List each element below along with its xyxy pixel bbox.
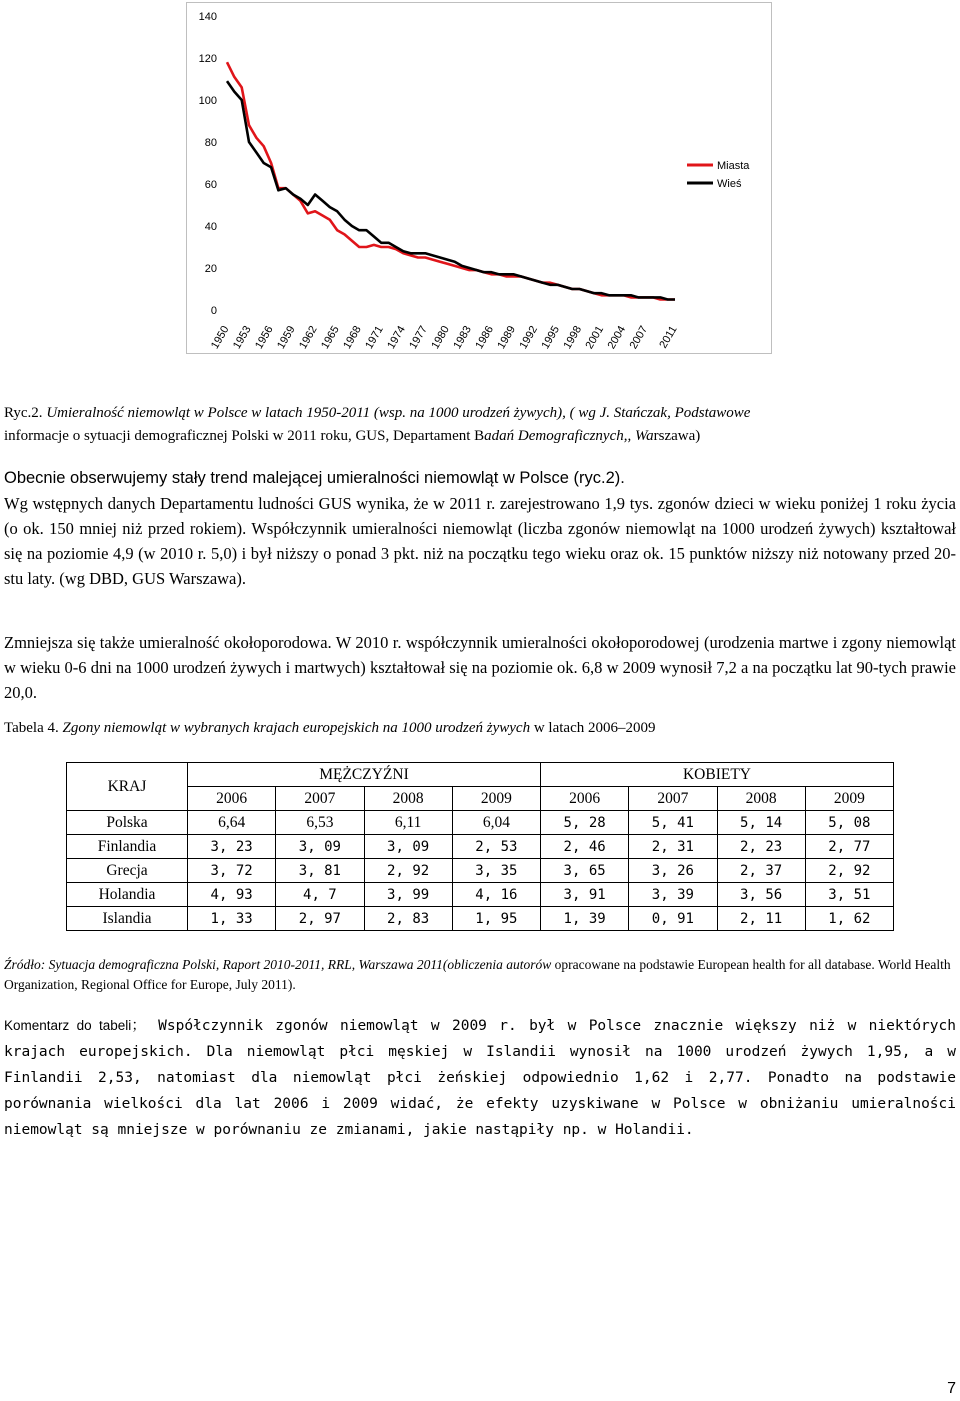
table-source — [4, 955, 956, 995]
value-cell: 3, 26 — [629, 859, 717, 883]
paragraph-gus-data: Wg wstępnych danych Departamentu ludności GUS wynika, że w 2011 r. zarejestrowano 1,9 tys. zgonów dzieci w wieku poniżej 1 roku życia (o ok. 150 mniej niż przed rokiem). Współczynnik umieralności niemowląt (liczba zgonów niemowląt na 1000 urodzeń żywych) kształtował się na poziomie 4,9 (w 2010 r. 5,0) i był niższy o ponad 3 pkt. niż na początku tego wieku oraz ok. 15 punktów niższy niż notowany przed 20-stu laty. (wg DBD, GUS Warszawa). — [4, 494, 956, 588]
y-tick-label: 40 — [204, 221, 217, 233]
value-cell: 6,11 — [364, 811, 452, 835]
table-row — [67, 859, 894, 883]
value-cell: 2, 97 — [276, 907, 364, 931]
header-year: 2009 — [805, 787, 893, 811]
value-cell: 3, 56 — [717, 883, 805, 907]
table-title-italic: Zgony niemowląt w wybranych krajach europejskich na 1000 urodzeń żywych — [62, 720, 531, 736]
header-year: 2006 — [541, 787, 629, 811]
x-tick-label: 1989 — [495, 323, 519, 352]
value-cell: 3, 65 — [541, 859, 629, 883]
value-cell: 5, 28 — [541, 811, 629, 835]
value-cell: 1, 39 — [541, 907, 629, 931]
x-tick-label: 1998 — [561, 323, 585, 352]
value-cell: 3, 09 — [364, 835, 452, 859]
value-cell: 2, 11 — [717, 907, 805, 931]
value-cell: 5, 41 — [629, 811, 717, 835]
value-cell: 1, 95 — [452, 907, 540, 931]
value-cell: 3, 51 — [805, 883, 893, 907]
country-cell: Islandia — [67, 907, 188, 931]
y-tick-label: 100 — [198, 95, 217, 107]
x-tick-label: 1953 — [230, 323, 254, 352]
y-tick-label: 80 — [204, 137, 217, 149]
y-tick-label: 60 — [204, 179, 217, 191]
table-title-suffix: w latach 2006–2009 — [530, 720, 656, 736]
x-tick-label: 1980 — [429, 323, 452, 352]
x-tick-label: 2011 — [657, 323, 680, 351]
value-cell: 4, 7 — [276, 883, 364, 907]
value-cell: 2, 92 — [805, 859, 893, 883]
value-cell: 2, 31 — [629, 835, 717, 859]
legend-label: Miasta — [717, 160, 750, 172]
country-cell: Finlandia — [67, 835, 188, 859]
header-year: 2007 — [276, 787, 364, 811]
table-row — [67, 883, 894, 907]
country-cell: Grecja — [67, 859, 188, 883]
x-tick-label: 1977 — [407, 323, 430, 352]
header-year: 2008 — [364, 787, 452, 811]
x-tick-label: 1965 — [319, 323, 342, 352]
mortality-table — [66, 762, 894, 931]
header-year: 2008 — [717, 787, 805, 811]
table-year-row — [67, 787, 894, 811]
value-cell: 2, 53 — [452, 835, 540, 859]
value-cell: 2, 92 — [364, 859, 452, 883]
value-cell: 3, 99 — [364, 883, 452, 907]
series-line-wies — [227, 81, 675, 299]
value-cell: 6,04 — [452, 811, 540, 835]
series-line-miasta — [227, 62, 675, 299]
paragraph-infant-mortality — [4, 465, 956, 591]
header-year: 2009 — [452, 787, 540, 811]
figure-caption — [4, 402, 956, 448]
header-year: 2006 — [188, 787, 276, 811]
value-cell: 3, 39 — [629, 883, 717, 907]
paragraph-intro: Obecnie obserwujemy stały trend malejącej umieralności niemowląt w Polsce (ryc.2). — [4, 469, 625, 487]
y-tick-label: 0 — [210, 305, 217, 317]
country-cell: Polska — [67, 811, 188, 835]
value-cell: 6,64 — [188, 811, 276, 835]
table-body — [67, 763, 894, 931]
value-cell: 2, 23 — [717, 835, 805, 859]
table-header-row — [67, 763, 894, 787]
comment-text: ； Współczynnik zgonów niemowląt w 2009 r. był w Polsce znacznie większy niż w niektórych krajach europejskich. Dla niemowląt płci męskiej w Islandii wynosił na 1000 urodzeń żywych 1,95, a w Finlandii 2,53, natomiast dla niemowląt płci żeńskiej odpowiednio 1,62 i 2,77. Ponadto na podstawie porównania wielkości dla lat 2006 i 2009 widać, że efekty uzyskiwane w Polsce w obniżaniu umieralności niemowląt są mniejsze w porównaniu ze zmianami, jakie nastąpiły np. w Holandii. — [4, 1018, 956, 1138]
x-tick-label: 1956 — [253, 323, 276, 352]
paragraph-perinatal: Zmniejsza się także umieralność okołoporodowa. W 2010 r. współczynnik umieralności okołoporodowej (urodzenia martwe i zgony niemowląt w wieku 0-6 dni na 1000 urodzeń żywych i martwych) kształtował się na poziomie ok. 6,8 w 2009 wynosił 7,2 a na początku lat 90-tych prawie 20,0. — [4, 633, 956, 702]
value-cell: 3, 23 — [188, 835, 276, 859]
chart-svg — [187, 3, 773, 355]
x-tick-label: 1971 — [363, 323, 386, 352]
table-title-prefix: Tabela 4. — [4, 720, 63, 736]
value-cell: 4, 93 — [188, 883, 276, 907]
value-cell: 3, 81 — [276, 859, 364, 883]
x-tick-label: 1968 — [341, 323, 364, 352]
x-tick-label: 1995 — [539, 323, 563, 352]
value-cell: 3, 09 — [276, 835, 364, 859]
value-cell: 1, 33 — [188, 907, 276, 931]
x-tick-label: 1959 — [275, 323, 298, 352]
header-country: KRAJ — [67, 763, 188, 811]
source-rest: opracowane na podstawie European health for all database. World Health Organization, Regional Office for Europe, July 2011). — [4, 957, 951, 992]
table-row — [67, 907, 894, 931]
value-cell: 6,53 — [276, 811, 364, 835]
table-comment — [4, 1013, 956, 1143]
x-tick-label: 1962 — [297, 323, 320, 352]
x-tick-label: 1950 — [208, 323, 232, 352]
caption-line2-italic: adań Demograficznych,, Wa — [484, 428, 654, 444]
table-row — [67, 835, 894, 859]
value-cell: 2, 46 — [541, 835, 629, 859]
caption-prefix: Ryc.2. — [4, 405, 47, 421]
value-cell: 1, 62 — [805, 907, 893, 931]
value-cell: 4, 16 — [452, 883, 540, 907]
caption-italic: Umieralność niemowląt w Polsce w latach 1950-2011 (wsp. na 1000 urodzeń żywych), ( wg J. Stańczak, Podstawowe — [46, 405, 751, 421]
caption-line2-start: informacje o sytuacji demograficznej Polski w 2011 roku, GUS, Departament B — [4, 428, 485, 444]
source-italic: Źródło: Sytuacja demograficzna Polski, Raport 2010-2011, RRL, Warszawa 2011(obliczenia autorów — [4, 957, 552, 972]
y-tick-label: 20 — [204, 263, 217, 275]
value-cell: 2, 83 — [364, 907, 452, 931]
header-men: MĘŻCZYŹNI — [188, 763, 541, 787]
value-cell: 2, 77 — [805, 835, 893, 859]
legend-label: Wieś — [717, 178, 742, 190]
value-cell: 2, 37 — [717, 859, 805, 883]
table-title — [4, 720, 956, 737]
value-cell: 3, 35 — [452, 859, 540, 883]
y-tick-label: 120 — [198, 53, 217, 65]
value-cell: 3, 72 — [188, 859, 276, 883]
x-tick-label: 2001 — [583, 323, 607, 352]
table-row — [67, 811, 894, 835]
value-cell: 5, 14 — [717, 811, 805, 835]
x-tick-label: 2004 — [605, 323, 629, 352]
country-cell: Holandia — [67, 883, 188, 907]
header-women: KOBIETY — [541, 763, 894, 787]
x-tick-label: 1983 — [451, 323, 474, 352]
value-cell: 3, 91 — [541, 883, 629, 907]
x-tick-label: 1986 — [473, 323, 496, 352]
infant-mortality-chart — [186, 2, 772, 354]
value-cell: 5, 08 — [805, 811, 893, 835]
x-tick-label: 2007 — [627, 323, 651, 352]
page-number: 7 — [947, 1380, 956, 1397]
value-cell: 0, 91 — [629, 907, 717, 931]
header-year: 2007 — [629, 787, 717, 811]
x-tick-label: 1992 — [517, 323, 541, 352]
caption-line2-end: rszawa) — [653, 428, 701, 444]
comment-label: Komentarz do tabeli — [4, 1018, 132, 1033]
x-tick-label: 1974 — [385, 323, 408, 352]
y-tick-label: 140 — [198, 11, 217, 23]
